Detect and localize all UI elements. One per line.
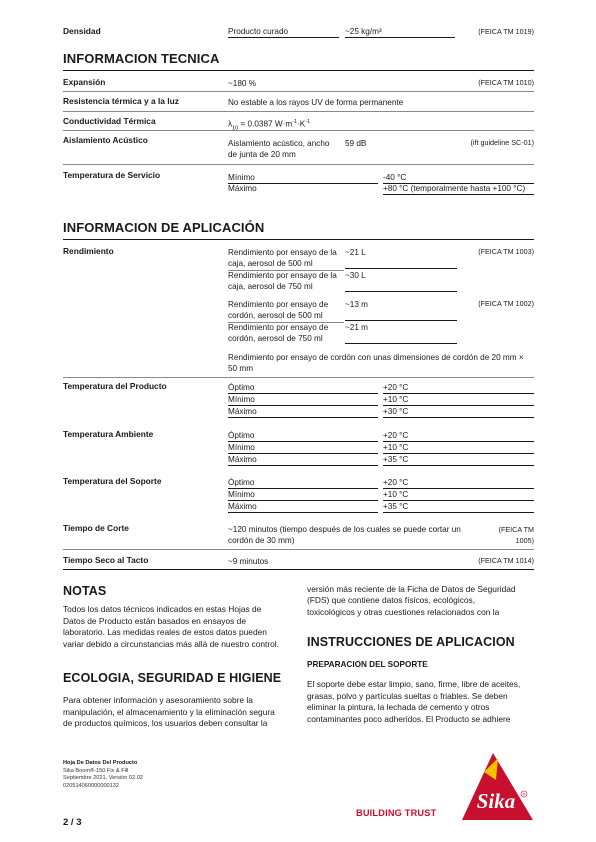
divider: [63, 70, 534, 71]
acoustic-ref: (ift guideline SC-01): [470, 138, 534, 147]
product-temp-max-label: Máximo: [228, 406, 378, 418]
expansion-ref: (FEICA TM 1010): [478, 78, 534, 87]
ambient-temp-max-label: Máximo: [228, 454, 378, 466]
cut-time-label: Tiempo de Corte: [63, 523, 129, 533]
service-temp-min-label: Mínimo: [228, 172, 378, 184]
ecology-title: ECOLOGIA, SEGURIDAD E HIGIENE: [63, 671, 282, 685]
substrate-temp-max-value: +35 °C: [383, 501, 534, 513]
product-temp-max-value: +30 °C: [383, 406, 534, 418]
product-temp-label: Temperatura del Producto: [63, 381, 167, 391]
ecology-text-continued-inner: versión más reciente de la Ficha de Datos de Seguridad (FDS) que contiene datos físicos, ecológicos, toxicológicos y otras cuestiones relacionados con la: [307, 584, 516, 617]
footer-doc-type: Hoja De Datos Del Producto: [63, 760, 138, 766]
density-ref: (FEICA TM 1019): [478, 27, 534, 36]
substrate-prep-subtitle: PREPARACION DEL SOPORTE: [307, 660, 428, 669]
service-temp-label: Temperatura de Servicio: [63, 170, 161, 180]
service-temp-max-label: Máximo: [228, 184, 257, 193]
substrate-temp-label: Temperatura del Soporte: [63, 476, 162, 486]
product-temp-optimum-label: Óptimo: [228, 382, 378, 394]
substrate-temp-max-label: Máximo: [228, 501, 378, 513]
registered-mark-letter: R: [522, 791, 526, 797]
service-temp-max-value: +80 °C (temporalmente hasta +100 °C): [383, 183, 534, 195]
substrate-temp-min-value: +10 °C: [383, 489, 534, 501]
ambient-temp-min-value: +10 °C: [383, 442, 534, 454]
instructions-title: INSTRUCCIONES DE APLICACION: [307, 635, 515, 649]
yield-condition-3: Rendimiento por ensayo de cordón, aerosol de 500 ml: [228, 300, 329, 320]
yield-value-3: ~13 m: [345, 299, 457, 321]
footer-product: Sika Boom®-150 Fix & Fill: [63, 767, 129, 774]
yield-value-2: ~30 L: [345, 270, 457, 292]
ecology-text: Para obtener información y asesoramiento sobre la manipulación, el almacenamiento y la eliminación segura de productos químicos, los usuarios deben consultar la: [63, 695, 275, 729]
brand-claim: BUILDING TRUST: [356, 808, 437, 818]
divider: [63, 377, 534, 378]
acoustic-condition: Aislamiento acústico, ancho de junta de 20 mm: [228, 139, 330, 159]
app-section-title: INFORMACION DE APLICACIÓN: [63, 220, 265, 235]
yield-condition-2: Rendimiento por ensayo de la caja, aerosol de 750 ml: [228, 271, 337, 291]
yield-condition-4: Rendimiento por ensayo de cordón, aerosol de 750 ml: [228, 323, 329, 343]
product-temp-optimum-value: +20 °C: [383, 382, 534, 394]
ambient-temp-label: Temperatura Ambiente: [63, 429, 154, 439]
divider: [63, 549, 534, 550]
footer-code: 020514060000000132: [63, 782, 119, 789]
acoustic-label: Aislamiento Acústico: [63, 135, 148, 145]
notes-text: Todos los datos técnicos indicados en estas Hojas de Datos de Producto están basados en ensayos de laboratorio. Las medidas reales de estos datos pueden variar debido a circunstancias más allá de nuestro control.: [63, 604, 279, 649]
yield-ref-2: (FEICA TM 1002): [478, 299, 534, 308]
substrate-temp-min-label: Mínimo: [228, 489, 378, 501]
ambient-temp-optimum-label: Óptimo: [228, 430, 378, 442]
ambient-temp-max-value: +35 °C: [383, 454, 534, 466]
yield-label: Rendimiento: [63, 246, 114, 256]
density-label: Densidad: [63, 26, 101, 36]
substrate-temp-optimum-label: Óptimo: [228, 477, 378, 489]
thermal-resistance-value: No estable a los rayos UV de forma permanente: [228, 98, 404, 107]
divider: [63, 91, 534, 92]
dry-time-ref: (FEICA TM 1014): [478, 556, 534, 565]
notes-title: NOTAS: [63, 584, 107, 598]
substrate-temp-optimum-value: +20 °C: [383, 477, 534, 489]
page-number: 2 / 3: [63, 817, 82, 828]
cut-time-value: ~120 minutos (tiempo después de los cuales se puede cortar un cordón de 30 mm): [228, 525, 461, 545]
sika-logo: [458, 750, 540, 822]
divider: [63, 111, 534, 112]
product-temp-min-value: +10 °C: [383, 394, 534, 406]
yield-ref-1: (FEICA TM 1003): [478, 247, 534, 256]
tech-section-title: INFORMACION TECNICA: [63, 51, 220, 66]
ambient-temp-optimum-value: +20 °C: [383, 430, 534, 442]
divider: [63, 569, 534, 570]
footer-version: Septiembre 2021, Versión 02.02: [63, 775, 143, 782]
thermal-conductivity-label: Conductividad Térmica: [63, 116, 156, 126]
expansion-label: Expansión: [63, 77, 106, 87]
thermal-conductivity-value: $\lambda_{10} = 0.0387$ $W\cdot m^{-1}\cdot K^{-1}$: [228, 119, 311, 132]
ambient-temp-min-label: Mínimo: [228, 442, 378, 454]
instructions-text: El soporte debe estar limpio, sano, firme, libre de aceites, grasas, polvo y partículas sueltas o friables. Se deben eliminar la pintura, la lechada de cemento y otros contaminantes poco adheridos. El Producto se adhiere: [307, 679, 521, 724]
expansion-value: ~180 %: [228, 79, 256, 88]
divider: [63, 239, 534, 240]
dry-time-value: ~9 minutos: [228, 557, 269, 566]
product-temp-min-label: Mínimo: [228, 394, 378, 406]
service-temp-min-value: -40 °C: [383, 172, 534, 184]
density-condition: Producto curado: [228, 26, 339, 38]
cut-time-ref: (FEICA TM 1005): [498, 525, 534, 545]
density-value: ~25 kg/m³: [345, 26, 455, 38]
divider: [63, 164, 534, 165]
dry-time-label: Tiempo Seco al Tacto: [63, 555, 149, 565]
yield-value-1: ~21 L: [345, 247, 457, 269]
divider: [63, 130, 534, 131]
yield-note: Rendimiento por ensayo de cordón con unas dimensiones de cordón de 20 mm × 50 mm: [228, 353, 524, 373]
acoustic-value: 59 dB: [345, 139, 367, 148]
yield-condition-1: Rendimiento por ensayo de la caja, aerosol de 500 ml: [228, 248, 337, 268]
ecology-text-continued: [307, 584, 535, 619]
thermal-resistance-label: Resistencia térmica y a la luz: [63, 96, 179, 106]
logo-text: Sika: [476, 789, 516, 813]
yield-value-4: ~21 m: [345, 322, 457, 344]
footer-info: [63, 760, 143, 790]
